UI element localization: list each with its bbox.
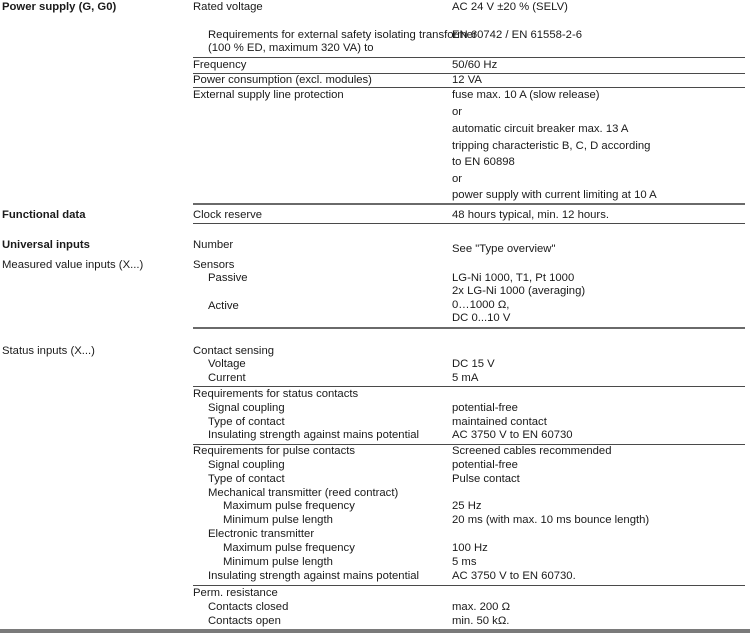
divider xyxy=(193,87,745,88)
pulse-coupling-value: potential-free xyxy=(452,459,518,471)
passive-label: Passive xyxy=(208,272,248,284)
section-status-inputs: Status inputs (X...) xyxy=(2,345,95,357)
current-label: Current xyxy=(208,372,246,384)
divider xyxy=(193,585,745,586)
voltage-value: DC 15 V xyxy=(452,358,495,370)
protection-value: fuse max. 10 A (slow release) xyxy=(452,89,600,101)
protection-value: tripping characteristic B, C, D according xyxy=(452,140,651,152)
protection-value: power supply with current limiting at 10 A xyxy=(452,189,657,201)
transformer-label-line1: Requirements for external safety isolating transformer xyxy=(208,29,477,41)
elec-len-label: Minimum pulse length xyxy=(223,556,333,568)
mech-transmitter-label: Mechanical transmitter (reed contract) xyxy=(208,487,399,499)
pulse-coupling-label: Signal coupling xyxy=(208,459,285,471)
contact-sensing-label: Contact sensing xyxy=(193,345,275,357)
pulse-insulating-label: Insulating strength against mains potential xyxy=(208,570,420,582)
contacts-closed-label: Contacts closed xyxy=(208,601,289,613)
mech-freq-value: 25 Hz xyxy=(452,500,482,512)
clock-reserve-value: 48 hours typical, min. 12 hours. xyxy=(452,209,609,221)
status-insulating-label: Insulating strength against mains potential xyxy=(208,429,420,441)
pulse-contacts-value: Screened cables recommended xyxy=(452,445,612,457)
contacts-open-value: min. 50 kΩ. xyxy=(452,615,510,627)
rated-voltage-value: AC 24 V ±20 % (SELV) xyxy=(452,1,568,13)
pulse-insulating-value: AC 3750 V to EN 60730. xyxy=(452,570,576,582)
transformer-label-line2: (100 % ED, maximum 320 VA) to xyxy=(208,42,374,54)
transformer-value: EN 60742 / EN 61558-2-6 xyxy=(452,29,582,41)
perm-resistance-label: Perm. resistance xyxy=(193,587,278,599)
divider xyxy=(193,57,745,58)
status-coupling-value: potential-free xyxy=(452,402,518,414)
protection-label: External supply line protection xyxy=(193,89,344,101)
mech-len-value: 20 ms (with max. 10 ms bounce length) xyxy=(452,514,650,526)
section-measured-value-inputs: Measured value inputs (X...) xyxy=(2,259,144,271)
frequency-value: 50/60 Hz xyxy=(452,59,498,71)
pulse-type-value: Pulse contact xyxy=(452,473,520,485)
sensors-label: Sensors xyxy=(193,259,235,271)
divider xyxy=(193,203,745,205)
status-type-label: Type of contact xyxy=(208,416,285,428)
status-coupling-label: Signal coupling xyxy=(208,402,285,414)
pulse-type-label: Type of contact xyxy=(208,473,285,485)
status-contacts-label: Requirements for status contacts xyxy=(193,388,359,400)
protection-value: automatic circuit breaker max. 13 A xyxy=(452,123,629,135)
active-value: 0…1000 Ω, xyxy=(452,299,510,311)
rated-voltage-label: Rated voltage xyxy=(193,1,263,13)
mech-len-label: Minimum pulse length xyxy=(223,514,333,526)
passive-value: 2x LG-Ni 1000 (averaging) xyxy=(452,285,586,297)
bottom-border xyxy=(0,629,750,633)
section-universal-inputs: Universal inputs xyxy=(2,239,90,251)
number-label: Number xyxy=(193,239,234,251)
contacts-closed-value: max. 200 Ω xyxy=(452,601,511,613)
mech-freq-label: Maximum pulse frequency xyxy=(223,500,355,512)
active-label: Active xyxy=(208,300,239,312)
divider xyxy=(193,327,745,329)
current-value: 5 mA xyxy=(452,372,479,384)
elec-freq-value: 100 Hz xyxy=(452,542,488,554)
divider xyxy=(193,223,745,224)
section-power-supply: Power supply (G, G0) xyxy=(2,1,117,13)
pulse-contacts-label: Requirements for pulse contacts xyxy=(193,445,356,457)
divider xyxy=(193,386,745,387)
protection-value: or xyxy=(452,173,463,185)
consumption-value: 12 VA xyxy=(452,74,482,86)
consumption-label: Power consumption (excl. modules) xyxy=(193,74,372,86)
active-value: DC 0...10 V xyxy=(452,312,511,324)
protection-value: to EN 60898 xyxy=(452,156,515,168)
number-value: See "Type overview" xyxy=(452,243,556,255)
voltage-label: Voltage xyxy=(208,358,246,370)
passive-value: LG-Ni 1000, T1, Pt 1000 xyxy=(452,272,575,284)
elec-transmitter-label: Electronic transmitter xyxy=(208,528,315,540)
protection-value: or xyxy=(452,106,463,118)
status-insulating-value: AC 3750 V to EN 60730 xyxy=(452,429,573,441)
clock-reserve-label: Clock reserve xyxy=(193,209,263,221)
section-functional-data: Functional data xyxy=(2,209,86,221)
frequency-label: Frequency xyxy=(193,59,247,71)
elec-freq-label: Maximum pulse frequency xyxy=(223,542,355,554)
status-type-value: maintained contact xyxy=(452,416,547,428)
contacts-open-label: Contacts open xyxy=(208,615,281,627)
elec-len-value: 5 ms xyxy=(452,556,477,568)
